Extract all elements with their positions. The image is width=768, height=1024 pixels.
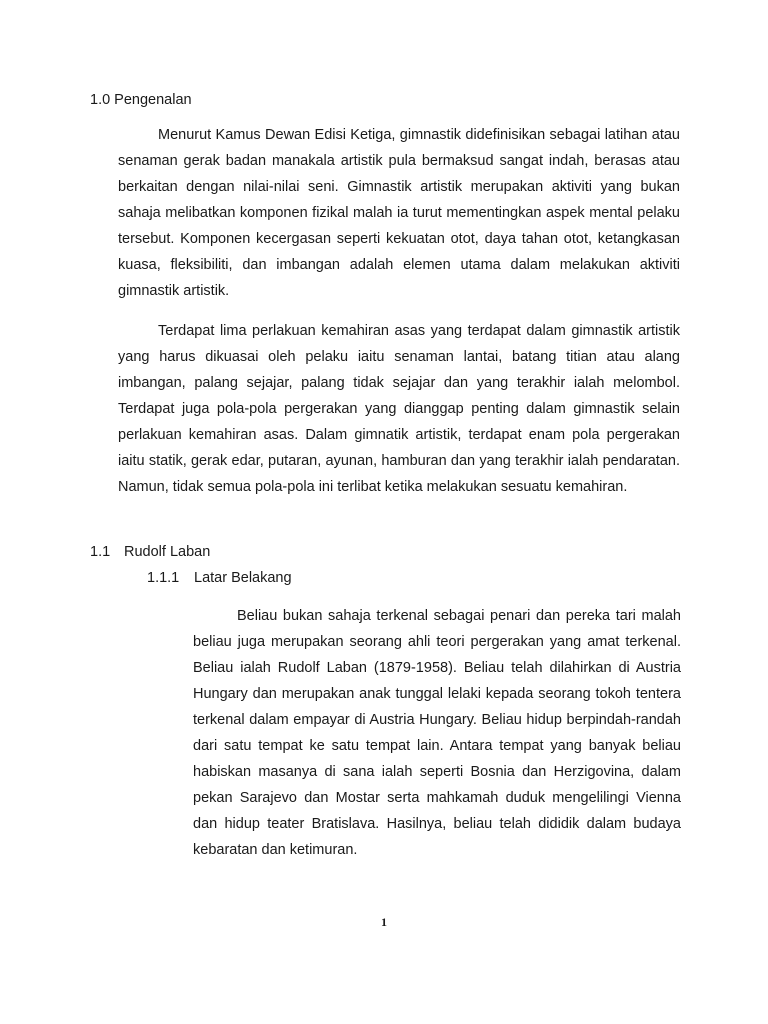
section-heading-rudolf-laban xyxy=(90,542,210,562)
subsection-title: Latar Belakang xyxy=(194,570,292,586)
page-number: 1 xyxy=(381,915,387,929)
paragraph-pengenalan-2: Terdapat lima perlakuan kemahiran asas yang terdapat dalam gimnastik artistik yang harus dikuasai oleh pelaku iaitu senaman lantai, batang titian atau alang imbangan, palang sejajar, palang tidak sejajar dan yang terakhir ialah melombol. Terdapat juga pola-pola pergerakan yang dianggap penting dalam gimnastik selain perlakuan kemahiran asas. Dalam gimnatik artistik, terdapat enam pola pergerakan iaitu statik, gerak edar, putaran, ayunan, hamburan dan yang terakhir ialah pendaratan. Namun, tidak semua pola-pola ini terlibat ketika melakukan sesuatu kemahiran. xyxy=(118,323,680,495)
paragraph-latar-belakang: Beliau bukan sahaja terkenal sebagai penari dan pereka tari malah beliau juga merupakan seorang ahli teori pergerakan yang amat terkenal. Beliau ialah Rudolf Laban (1879-1958). Beliau telah dilahirkan di Austria Hungary dan merupakan anak tunggal lelaki kepada seorang tokoh tentera terkenal dalam empayar di Austria Hungary. Beliau hidup berpindah-randah dari satu tempat ke satu tempat lain. Antara tempat yang banyak beliau habiskan masanya di sana ialah seperti Bosnia dan Herzigovina, dalam pekan Sarajevo dan Mostar serta mahkamah duduk mengelilingi Vienna dan hidup teater Bratislava. Hasilnya, beliau telah dididik dalam budaya kebaratan dan ketimuran. xyxy=(193,608,681,858)
section-number: 1.1 xyxy=(90,544,111,560)
paragraph-pengenalan-1: Menurut Kamus Dewan Edisi Ketiga, gimnastik didefinisikan sebagai latihan atau senaman gerak badan manakala artistik pula bermaksud sangat indah, berasas atau berkaitan dengan nilai-nilai seni. Gimnastik artistik merupakan aktiviti yang bukan sahaja melibatkan komponen fizikal malah ia turut mementingkan aspek mental pelaku tersebut. Komponen kecergasan seperti kekuatan otot, daya tahan otot, ketangkasan kuasa, fleksibiliti, dan imbangan adalah elemen utama dalam melakukan aktiviti gimnastik artistik. xyxy=(118,127,680,299)
section-title: Rudolf Laban xyxy=(124,544,211,560)
subsection-number: 1.1.1 xyxy=(147,570,180,586)
section-heading-pengenalan: 1.0 Pengenalan xyxy=(90,92,192,108)
section-heading-latar-belakang xyxy=(147,568,292,588)
